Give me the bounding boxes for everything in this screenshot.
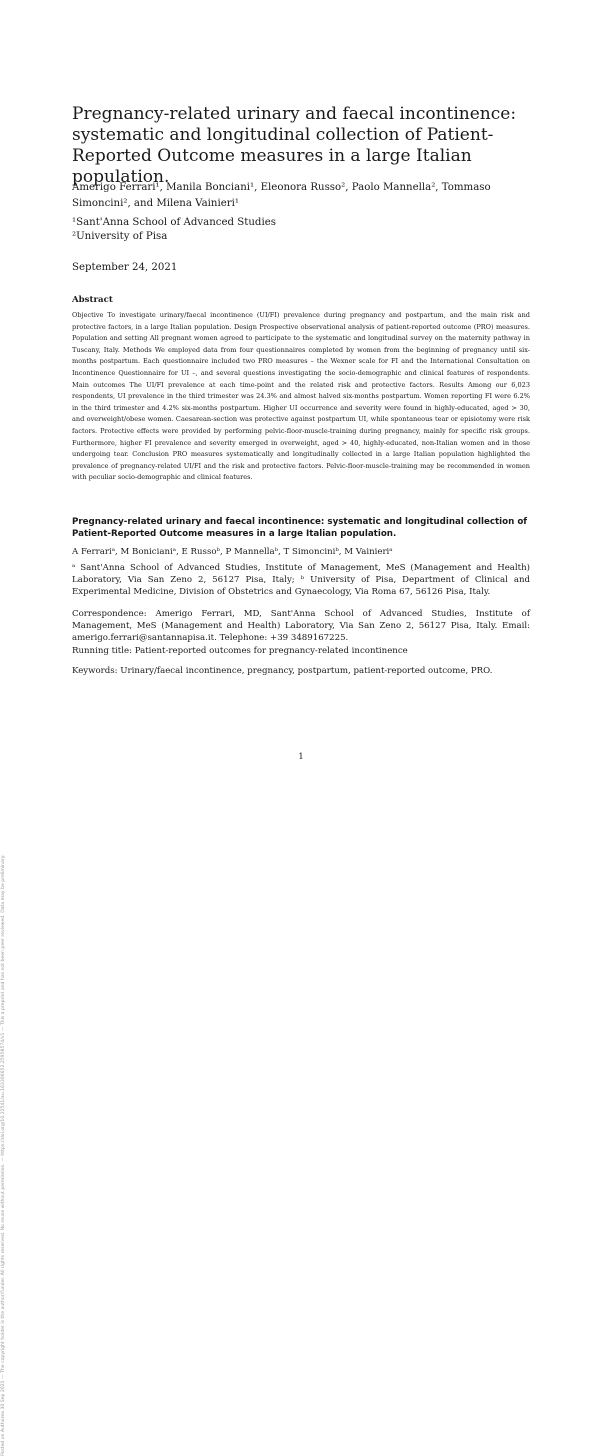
affiliations — [72, 216, 530, 244]
publication-date: September 24, 2021 — [72, 262, 178, 273]
correspondence: Correspondence: Amerigo Ferrari, MD, Sant'Anna School of Advanced Studies, Institute of Management, MeS (Management and Health) Laboratory, Via San Zeno 2, 56127 Pisa, Italy. Email: amerigo.ferrari@santannapisa.it. Telephone: +39 3489167225. — [72, 609, 530, 643]
preprint-side-note: Posted on Authorea 30 Sep 2021 — The copyright holder is the author/funder. All rights reserved. No reuse without permission. — https://doi.org/10.22541/au.163300652.25958574/v1 — This a preprint and has not been peer reviewed. Data may be preliminary. — [1, 854, 6, 1456]
keywords: Keywords: Urinary/faecal incontinence, pregnancy, postpartum, patient-reported outcome, PRO. — [72, 666, 493, 676]
authors-line-2: Simoncini², and Milena Vainieri¹ — [72, 198, 239, 209]
paper-title: Pregnancy-related urinary and faecal incontinence: systematic and longitudinal collection of Patient-Reported Outcome measures in a large Italian population. — [72, 104, 517, 187]
affiliation-1: ¹Sant'Anna School of Advanced Studies — [72, 217, 276, 228]
abstract-text: Objective To investigate urinary/faecal incontinence (UI/FI) prevalence during pregnancy and postpartum, and the main risk and protective factors, in a large Italian population. Design Prospective observational analysis of patient-reported outcome (PRO) measures. Population and setting All pregnant women agreed to participate to the systematic and longitudinal survey on the maternity pathway in Tuscany, Italy. Methods We employed data from four questionnaires completed by women from the beginning of pregnancy until six-months postpartum. Each questionnaire included two PRO measures – the Wexner scale for FI and the International Consultation on Incontinence Questionnaire for UI –, and several questions investigating the socio-demographic and clinical features of respondents. Main outcomes The UI/FI prevalence at each time-point and the related risk and protective factors. Results Among our 6,023 respondents, UI prevalence in the third trimester was 24.3% and almost halved six-months postpartum. Women reporting FI were 6.2% in the third trimester and 4.2% six-months postpartum. Higher UI occurrence and severity were found in highly-educated, aged > 30, and overweight/obese women. Caesarean-section was protective against postpartum UI, while spontaneous tear or episiotomy were risk factors. Protective effects were provided by performing pelvic-floor-muscle-training during pregnancy, mainly for specific risk groups. Furthermore, higher FI prevalence and severity emerged in overweight, aged > 40, highly-educated, non-Italian women and in those undergoing tear. Conclusion PRO measures systematically and longitudinally collected in a large Italian population highlighted the prevalence of pregnancy-related UI/FI and the risk and protective factors. Pelvic-floor-muscle-training may be recommended in women with peculiar socio-demographic and clinical features. — [72, 311, 530, 482]
running-title: Running title: Patient-reported outcomes for pregnancy-related incontinence — [72, 646, 408, 656]
body-affiliations: ᵃ Sant'Anna School of Advanced Studies, Institute of Management, MeS (Management and Health) Laboratory, Via San Zeno 2, 56127 Pisa, Italy; ᵇ University of Pisa, Department of Clinical and Experimental Medicine, Division of Obstetrics and Gynaecology, Via Roma 67, 56126 Pisa, Italy. — [72, 563, 530, 597]
affiliation-2: ²University of Pisa — [72, 231, 168, 242]
authors-line-1: Amerigo Ferrari¹, Manila Bonciani¹, Eleonora Russo², Paolo Mannella², Tommaso — [72, 182, 491, 193]
author-list — [72, 180, 530, 212]
body-authors: A Ferrariᵃ, M Bonicianiᵃ, E Russoᵇ, P Mannellaᵇ, T Simonciniᵇ, M Vainieriᵃ — [72, 547, 393, 557]
page-number: 1 — [298, 752, 304, 762]
abstract-heading: Abstract — [72, 295, 113, 305]
body-title: Pregnancy-related urinary and faecal incontinence: systematic and longitudinal collection of Patient-Reported Outcome measures in a large Italian population. — [72, 517, 528, 539]
